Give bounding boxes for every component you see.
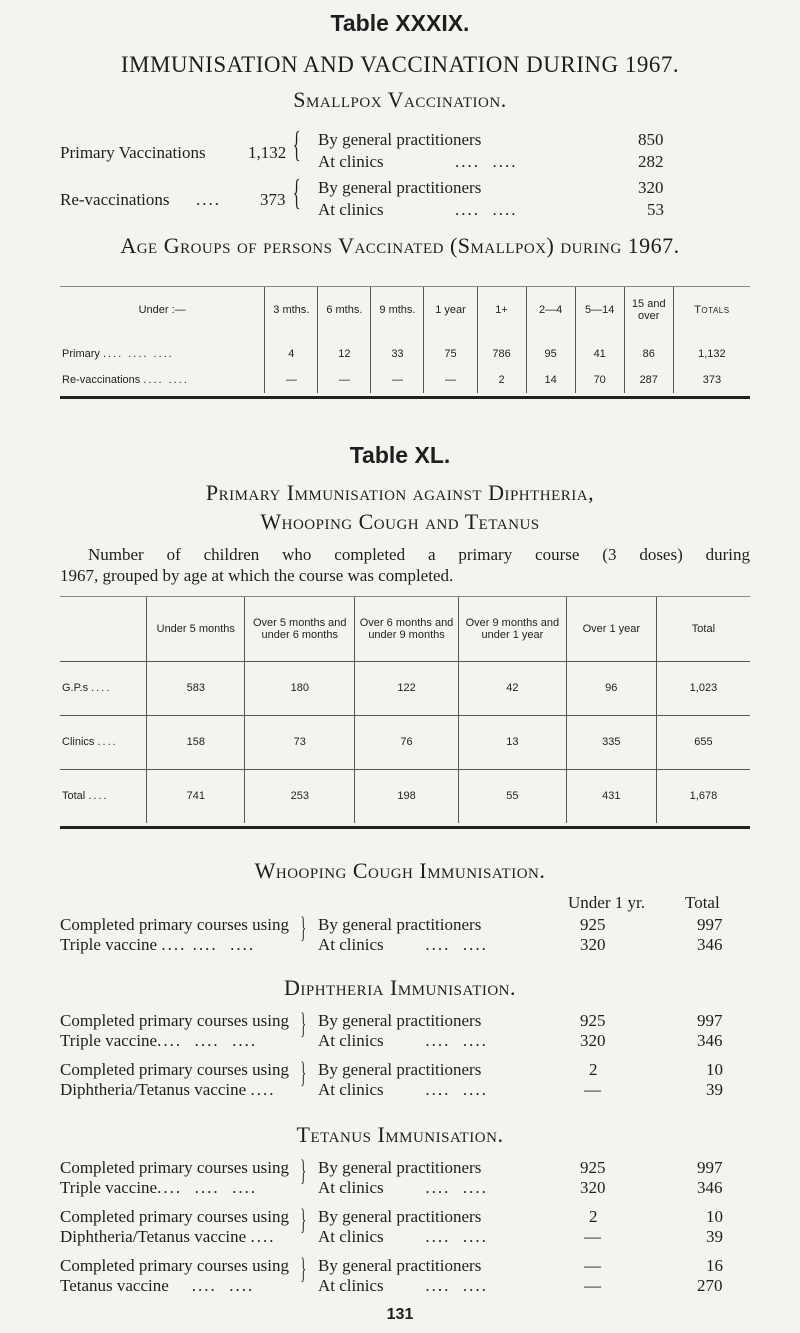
- age-groups-heading: Age Groups of persons Vaccinated (Smallpox) during 1967.: [120, 233, 680, 258]
- table-row: [60, 661, 750, 715]
- revac-gp-value: 320: [638, 178, 664, 197]
- gp-label: By general practitioners: [318, 1011, 482, 1030]
- gp-total-value: 997: [697, 1011, 723, 1030]
- group-line2: Triple vaccine.... .... ....: [60, 1178, 258, 1197]
- brace-icon: }: [300, 911, 307, 944]
- gp-total-value: 997: [697, 1158, 723, 1177]
- table-cell: 198: [355, 769, 459, 823]
- table-cell: 4: [265, 341, 318, 367]
- group-line1: Completed primary courses using: [60, 915, 289, 934]
- table-row: [60, 341, 750, 367]
- revaccinations-total: 373: [260, 190, 286, 209]
- table-39-heading: IMMUNISATION AND VACCINATION DURING 1967.: [120, 52, 680, 77]
- table-cell: 55: [459, 769, 567, 823]
- gp-total-value: 16: [706, 1256, 723, 1275]
- col-header: 3 mths.: [265, 287, 318, 333]
- row-label: Total ....: [60, 769, 147, 823]
- primary-vaccinations-total: 1,132: [248, 143, 287, 162]
- leader-dots: .... ....: [455, 200, 518, 219]
- table-header-row: [60, 287, 750, 333]
- group-line2: Diphtheria/Tetanus vaccine ....: [60, 1227, 276, 1246]
- group-line1: Completed primary courses using: [60, 1256, 289, 1275]
- clinics-label: At clinics .... ....: [318, 1227, 488, 1246]
- brace-icon: }: [300, 1007, 307, 1040]
- clinics-label: At clinics .... ....: [318, 1031, 488, 1050]
- table-bottom-rule: [60, 396, 750, 399]
- col-header: 9 mths.: [371, 287, 424, 333]
- total-col-header: Total: [685, 893, 720, 912]
- clinics-label: At clinics .... ....: [318, 1080, 488, 1099]
- clinics-under-value: 320: [580, 1031, 606, 1050]
- table-row: [60, 367, 750, 393]
- group-line2: Triple vaccine .... .... ....: [60, 935, 256, 954]
- clinics-label: At clinics .... ....: [318, 935, 488, 954]
- primary-clinics-label: At clinics: [318, 152, 384, 171]
- table-cell: 95: [526, 341, 575, 367]
- table-cell: 1,132: [673, 341, 750, 367]
- table-cell: 655: [656, 715, 750, 769]
- table-cell: 86: [624, 341, 673, 367]
- col-header: 1 year: [424, 287, 477, 333]
- brace-icon: {: [292, 124, 301, 164]
- table-cell: 158: [147, 715, 245, 769]
- group-line1: Completed primary courses using: [60, 1207, 289, 1226]
- col-header: Over 9 months and under 1 year: [459, 597, 567, 661]
- gp-label: By general practitioners: [318, 915, 482, 934]
- diphtheria-heading: Diphtheria Immunisation.: [283, 975, 517, 1000]
- table-cell: 786: [477, 341, 526, 367]
- primary-gp-label: By general practitioners: [318, 130, 482, 149]
- gp-label: By general practitioners: [318, 1060, 482, 1079]
- table-cell: 75: [424, 341, 477, 367]
- row-label: G.P.s ....: [60, 661, 147, 715]
- table-cell: 253: [245, 769, 355, 823]
- col-header: 15 and over: [624, 287, 673, 333]
- gp-label: By general practitioners: [318, 1207, 482, 1226]
- brace-icon: }: [300, 1154, 307, 1187]
- table-cell: 96: [566, 661, 656, 715]
- table-header-row: [60, 597, 750, 661]
- col-header: Under :—: [138, 304, 186, 316]
- revaccinations-label: Re-vaccinations: [60, 190, 170, 209]
- clinics-label: At clinics .... ....: [318, 1276, 488, 1295]
- clinics-total-value: 270: [697, 1276, 723, 1295]
- table-cell: 741: [147, 769, 245, 823]
- gp-under-value: 2: [589, 1060, 598, 1079]
- table-cell: 14: [526, 367, 575, 393]
- table-cell: 12: [318, 341, 371, 367]
- clinics-total-value: 346: [697, 1178, 723, 1197]
- row-label: Primary .... .... ....: [62, 348, 174, 360]
- clinics-total-value: 346: [697, 1031, 723, 1050]
- under-1yr-col-header: Under 1 yr.: [568, 893, 645, 912]
- group-line2: Triple vaccine.... .... ....: [60, 1031, 258, 1050]
- table-cell: 583: [147, 661, 245, 715]
- leader-dots: .... ....: [455, 152, 518, 171]
- table-cell: 1,023: [656, 661, 750, 715]
- table-cell: 42: [459, 661, 567, 715]
- table-40-heading-line1: Primary Immunisation against Diphtheria,: [205, 480, 595, 505]
- gp-under-value: —: [584, 1256, 601, 1275]
- table-cell: —: [318, 367, 371, 393]
- table-cell: —: [424, 367, 477, 393]
- col-header: 2—4: [526, 287, 575, 333]
- table-39-title: Table XXXIX.: [330, 10, 470, 36]
- col-header: Totals: [673, 287, 750, 333]
- table-row: [60, 769, 750, 823]
- clinics-under-value: —: [584, 1080, 601, 1099]
- col-header: 1+: [477, 287, 526, 333]
- table-cell: 33: [371, 341, 424, 367]
- table-cell: 335: [566, 715, 656, 769]
- clinics-under-value: 320: [580, 935, 606, 954]
- revac-clinics-value: 53: [647, 200, 664, 219]
- col-header: 5—14: [575, 287, 624, 333]
- row-label: Re-vaccinations .... ....: [62, 374, 189, 386]
- clinics-under-value: —: [584, 1227, 601, 1246]
- gp-total-value: 10: [706, 1207, 723, 1226]
- col-header: Total: [656, 597, 750, 661]
- table-cell: 76: [355, 715, 459, 769]
- clinics-total-value: 39: [706, 1080, 723, 1099]
- table-cell: 180: [245, 661, 355, 715]
- col-header: Over 5 months and under 6 months: [245, 597, 355, 661]
- col-header: 6 mths.: [318, 287, 371, 333]
- smallpox-subheading: Smallpox Vaccination.: [293, 87, 507, 112]
- clinics-label: At clinics .... ....: [318, 1178, 488, 1197]
- table-40-heading-line2: Whooping Cough and Tetanus: [260, 509, 540, 534]
- table-cell: —: [371, 367, 424, 393]
- table-cell: —: [265, 367, 318, 393]
- primary-immunisation-table: [60, 597, 750, 823]
- col-header: Over 1 year: [566, 597, 656, 661]
- table-cell: 122: [355, 661, 459, 715]
- brace-icon: }: [300, 1252, 307, 1285]
- page-number: 131: [386, 1306, 414, 1323]
- table-cell: 1,678: [656, 769, 750, 823]
- age-groups-table: [60, 287, 750, 393]
- gp-total-value: 997: [697, 915, 723, 934]
- table-bottom-rule: [60, 826, 750, 829]
- table-cell: 13: [459, 715, 567, 769]
- gp-under-value: 925: [580, 915, 606, 934]
- table-cell: 373: [673, 367, 750, 393]
- primary-gp-value: 850: [638, 130, 664, 149]
- table-cell: 2: [477, 367, 526, 393]
- whooping-heading: Whooping Cough Immunisation.: [254, 858, 546, 883]
- col-header: Under 5 months: [147, 597, 245, 661]
- primary-vaccinations-label: Primary Vaccinations: [60, 143, 206, 162]
- group-line1: Completed primary courses using: [60, 1011, 289, 1030]
- group-line1: Completed primary courses using: [60, 1158, 289, 1177]
- gp-total-value: 10: [706, 1060, 723, 1079]
- gp-label: By general practitioners: [318, 1158, 482, 1177]
- table-cell: 73: [245, 715, 355, 769]
- gp-label: By general practitioners: [318, 1256, 482, 1275]
- gp-under-value: 2: [589, 1207, 598, 1226]
- clinics-under-value: 320: [580, 1178, 606, 1197]
- clinics-under-value: —: [584, 1276, 601, 1295]
- row-label: Clinics ....: [60, 715, 147, 769]
- table-cell: 431: [566, 769, 656, 823]
- gp-under-value: 925: [580, 1158, 606, 1177]
- col-header: Over 6 months and under 9 months: [355, 597, 459, 661]
- table-40-title: Table XL.: [349, 442, 451, 468]
- clinics-total-value: 346: [697, 935, 723, 954]
- leader-dots: ....: [196, 190, 221, 209]
- table-cell: 41: [575, 341, 624, 367]
- table-40-description-line1: Number of children who completed a primary course (3 doses) during: [88, 545, 750, 564]
- group-line1: Completed primary courses using: [60, 1060, 289, 1079]
- revac-clinics-label: At clinics: [318, 200, 384, 219]
- brace-icon: }: [300, 1203, 307, 1236]
- gp-under-value: 925: [580, 1011, 606, 1030]
- table-cell: 287: [624, 367, 673, 393]
- revac-gp-label: By general practitioners: [318, 178, 482, 197]
- table-40-description-line2: 1967, grouped by age at which the course was completed.: [60, 566, 454, 585]
- col-header: [60, 597, 147, 661]
- primary-clinics-value: 282: [638, 152, 664, 171]
- brace-icon: {: [292, 172, 301, 212]
- table-cell: 70: [575, 367, 624, 393]
- group-line2: Tetanus vaccine .... ....: [60, 1276, 255, 1295]
- clinics-total-value: 39: [706, 1227, 723, 1246]
- tetanus-heading: Tetanus Immunisation.: [296, 1122, 504, 1147]
- table-row: [60, 715, 750, 769]
- brace-icon: }: [300, 1056, 307, 1089]
- group-line2: Diphtheria/Tetanus vaccine ....: [60, 1080, 276, 1099]
